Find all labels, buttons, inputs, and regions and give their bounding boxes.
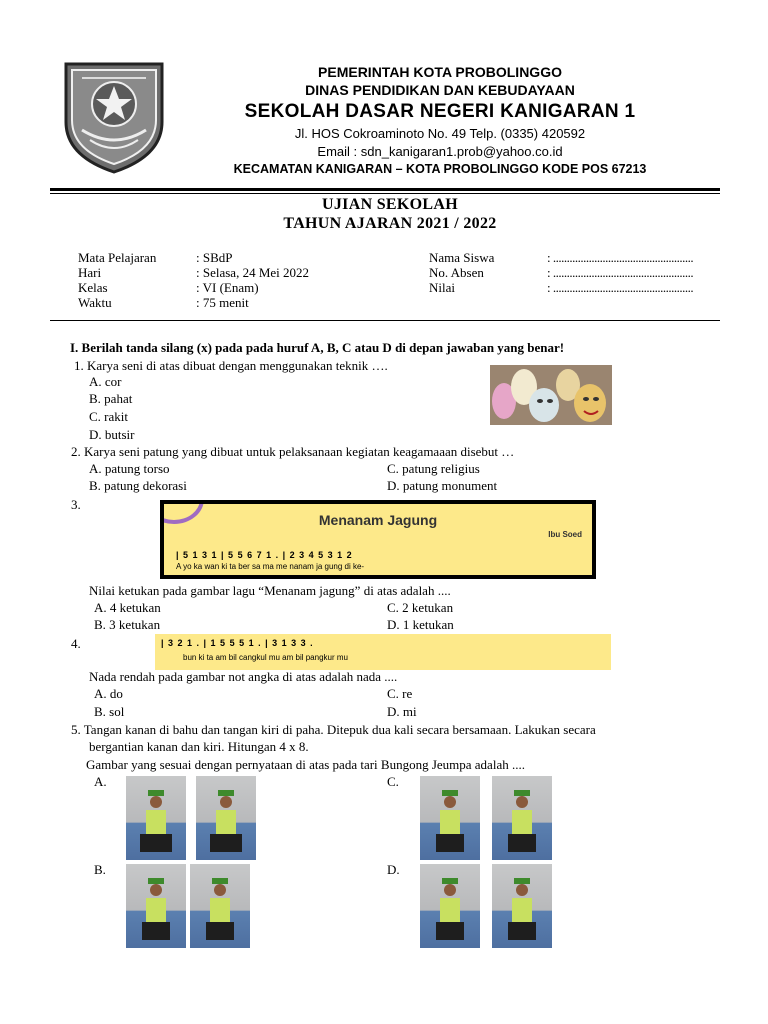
q2-option-c[interactable]: C. patung religius xyxy=(387,461,480,476)
info-value: : VI (Enam) xyxy=(196,280,259,295)
q1-option-d[interactable]: D. butsir xyxy=(89,427,135,442)
section-instruction: I. Berilah tanda silang (x) pada pada huruf A, B, C atau D di depan jawaban yang benar! xyxy=(70,340,565,355)
question-5-text-line2: bergantian kanan dan kiri. Hitungan 4 x 8. xyxy=(89,739,309,754)
question-5-text-line3: Gambar yang sesuai dengan pernyataan di atas pada tari Bungong Jeumpa adalah .... xyxy=(86,757,525,772)
government-name: PEMERINTAH KOTA PROBOLINGGO xyxy=(318,64,562,80)
song-title: Menanam Jagung xyxy=(318,512,438,528)
header-divider-thin xyxy=(50,193,720,194)
dancer-figure xyxy=(140,876,172,944)
question-4-text: Nada rendah pada gambar not angka di atas adalah nada .... xyxy=(89,669,398,684)
student-info xyxy=(429,250,693,295)
dance-photo-d2 xyxy=(492,864,552,948)
info-label: Nama Siswa xyxy=(429,250,495,265)
notation-numbers: | 3 2 1 . | 1 5 5 5 1 . | 3 1 3 3 . xyxy=(161,638,314,648)
city-emblem-logo xyxy=(62,60,166,174)
question-3-text: Nilai ketukan pada gambar lagu “Menanam jagung” di atas adalah .... xyxy=(89,583,451,598)
q3-option-c[interactable]: C. 2 ketukan xyxy=(387,600,454,615)
letterhead xyxy=(190,63,690,179)
q4-option-b[interactable]: B. sol xyxy=(94,704,125,719)
school-district: KECAMATAN KANIGARAN – KOTA PROBOLINGGO KODE POS 67213 xyxy=(233,162,647,176)
info-row xyxy=(429,250,693,265)
q2-option-a[interactable]: A. patung torso xyxy=(89,461,170,476)
masks-photo xyxy=(490,365,612,425)
department-name: DINAS PENDIDIKAN DAN KEBUDAYAAN xyxy=(305,82,575,98)
dancer-figure xyxy=(210,788,242,856)
question-1-text: 1. Karya seni di atas dibuat dengan menggunakan teknik …. xyxy=(74,358,388,373)
exam-year: TAHUN AJARAN 2021 / 2022 xyxy=(283,215,497,232)
school-address: Jl. HOS Cokroaminoto No. 49 Telp. (0335) 420592 xyxy=(294,126,586,141)
q1-option-a[interactable]: A. cor xyxy=(89,374,122,389)
dance-photo-c1 xyxy=(420,776,480,860)
section-divider xyxy=(50,320,720,321)
dancer-figure xyxy=(434,788,466,856)
info-row xyxy=(78,250,309,265)
dance-photo-d1 xyxy=(420,864,480,948)
info-label: Nilai xyxy=(429,280,455,295)
q3-option-d[interactable]: D. 1 ketukan xyxy=(387,617,454,632)
song-notation-panel xyxy=(164,504,592,575)
info-row xyxy=(78,265,309,280)
dance-photo-a1 xyxy=(126,776,186,860)
school-email: Email : sdn_kanigaran1.prob@yahoo.co.id xyxy=(317,144,563,159)
q2-option-b[interactable]: B. patung dekorasi xyxy=(89,478,187,493)
dance-photo-b2 xyxy=(190,864,250,948)
dance-photo-b1 xyxy=(126,864,186,948)
exam-info xyxy=(78,250,309,310)
notation-lyrics: bun ki ta am bil cangkul mu am bil pangkur mu xyxy=(183,653,348,662)
info-value: : 75 menit xyxy=(196,295,249,310)
info-label: No. Absen xyxy=(429,265,484,280)
question-4-number: 4. xyxy=(71,636,81,651)
song-notation-image xyxy=(160,500,596,579)
q4-option-d[interactable]: D. mi xyxy=(387,704,417,719)
info-row xyxy=(429,280,693,295)
info-label: Kelas xyxy=(78,280,108,295)
question-2-text: 2. Karya seni patung yang dibuat untuk pelaksanaan kegiatan keagamaaan disebut … xyxy=(71,444,515,459)
info-row xyxy=(429,265,693,280)
number-notation-image xyxy=(155,634,611,670)
q2-option-d[interactable]: D. patung monument xyxy=(387,478,498,493)
dancer-figure xyxy=(506,788,538,856)
exam-title: UJIAN SEKOLAH xyxy=(322,196,458,213)
dancer-figure xyxy=(204,876,236,944)
q3-option-a[interactable]: A. 4 ketukan xyxy=(94,600,161,615)
info-label: Mata Pelajaran xyxy=(78,250,157,265)
info-row xyxy=(78,280,309,295)
school-name: SEKOLAH DASAR NEGERI KANIGARAN 1 xyxy=(244,101,636,122)
q3-option-b[interactable]: B. 3 ketukan xyxy=(94,617,161,632)
dancer-figure xyxy=(434,876,466,944)
q1-option-b[interactable]: B. pahat xyxy=(89,391,133,406)
exam-title-block xyxy=(230,195,550,233)
info-row xyxy=(78,295,309,310)
question-5-text-line1: 5. Tangan kanan di bahu dan tangan kiri di paha. Ditepuk dua kali secara bersamaan. Lakukan secara xyxy=(71,722,596,737)
score-field[interactable]: : ................................................... xyxy=(547,280,694,295)
header-divider xyxy=(50,188,720,191)
dance-photo-c2 xyxy=(492,776,552,860)
question-3-number: 3. xyxy=(71,497,81,512)
q5-option-c[interactable]: C. xyxy=(387,774,399,789)
q4-option-a[interactable]: A. do xyxy=(94,686,123,701)
info-label: Waktu xyxy=(78,295,112,310)
song-lyrics: A yo ka wan ki ta ber sa ma me nanam ja gung di ke- xyxy=(176,562,365,571)
info-value: : SBdP xyxy=(196,250,233,265)
dance-photo-a2 xyxy=(196,776,256,860)
info-value: : Selasa, 24 Mei 2022 xyxy=(196,265,310,280)
student-name-field[interactable]: : ................................................... xyxy=(547,250,694,265)
q4-option-c[interactable]: C. re xyxy=(387,686,413,701)
absence-number-field[interactable]: : ................................................... xyxy=(547,265,694,280)
dancer-figure xyxy=(140,788,172,856)
q5-option-a[interactable]: A. xyxy=(94,774,107,789)
q5-option-d[interactable]: D. xyxy=(387,862,400,877)
info-label: Hari xyxy=(78,265,102,280)
q5-option-b[interactable]: B. xyxy=(94,862,106,877)
song-notes: | 5 1 3 1 | 5 5 6 7 1 . | 2 3 4 5 3 1 2 xyxy=(176,550,353,560)
song-composer: Ibu Soed xyxy=(548,530,582,539)
dancer-figure xyxy=(506,876,538,944)
q1-option-c[interactable]: C. rakit xyxy=(89,409,128,424)
